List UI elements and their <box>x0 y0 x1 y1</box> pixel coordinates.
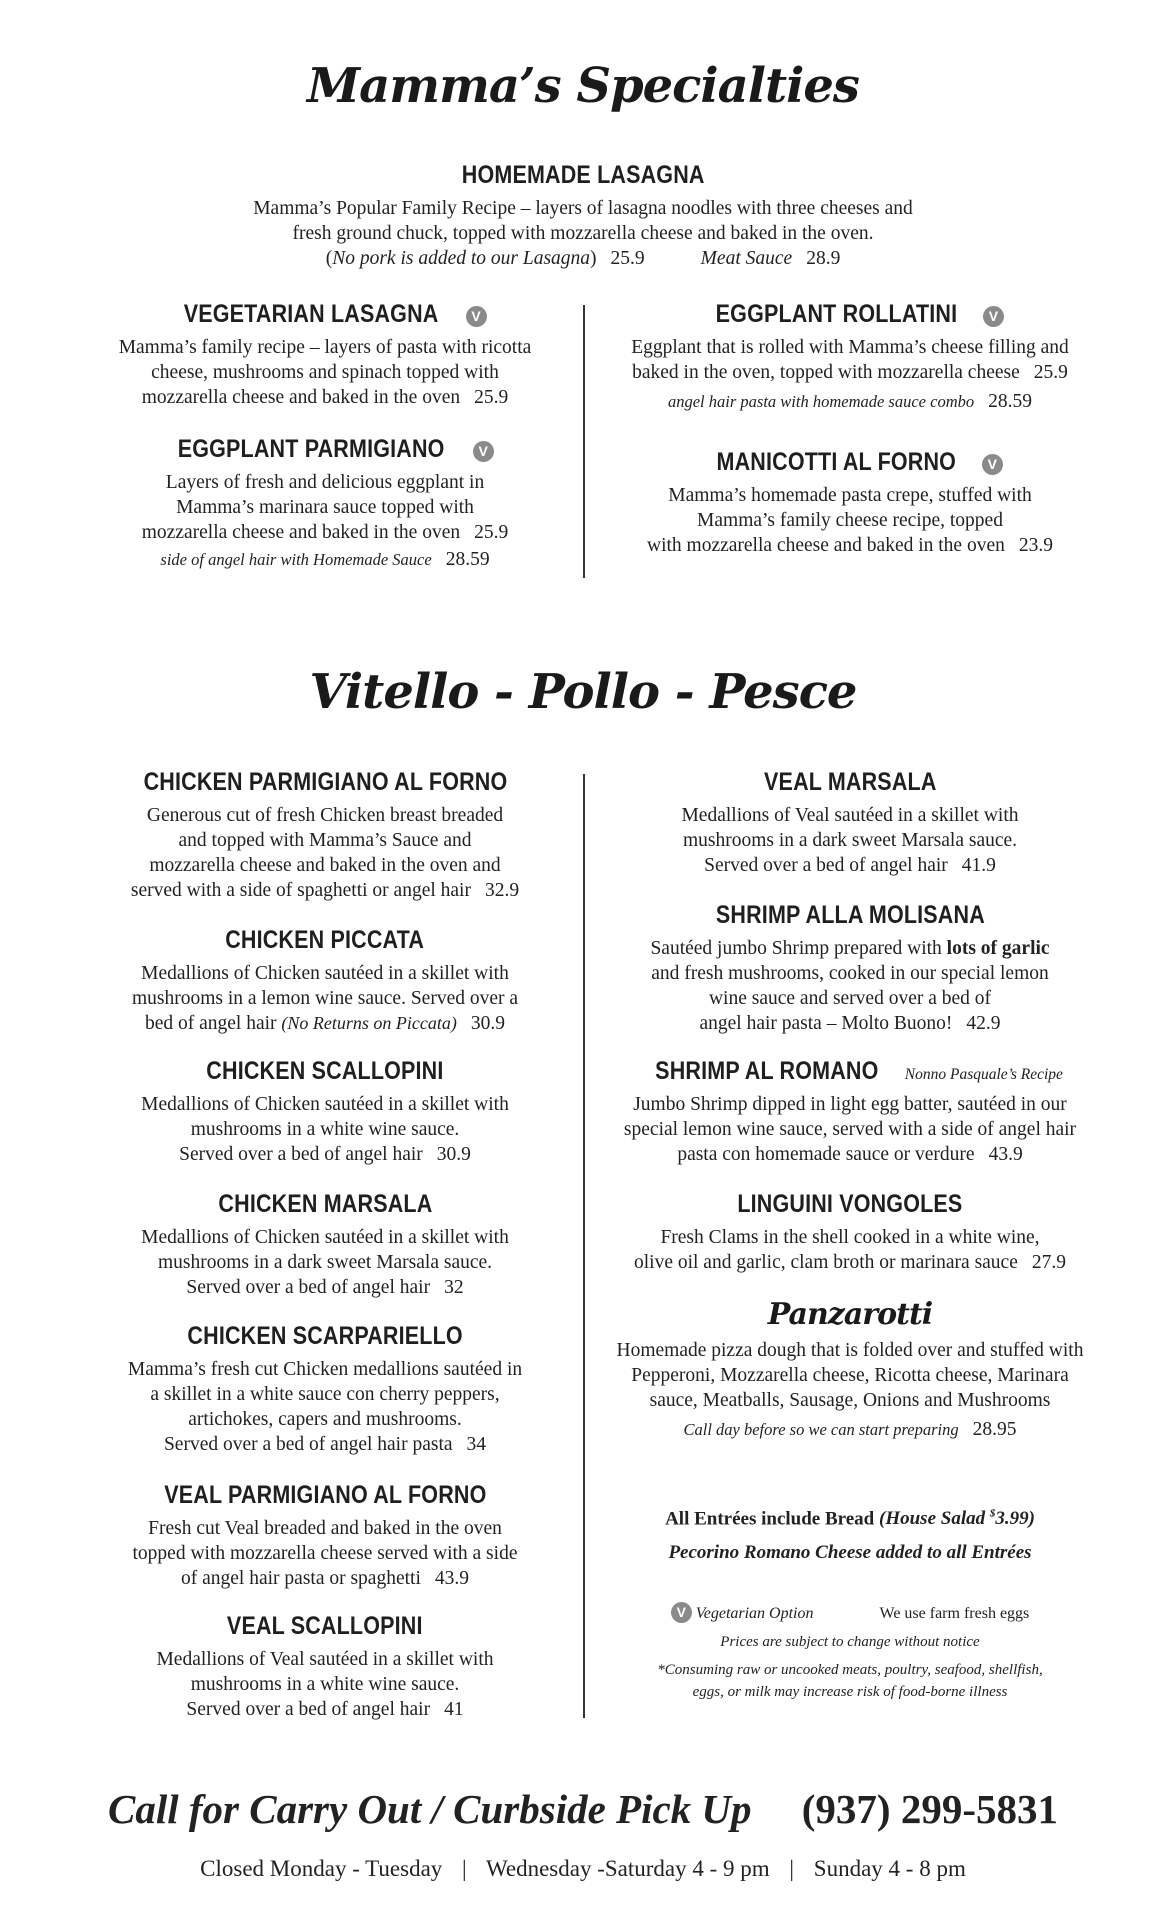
prices-note: Prices are subject to change without notice <box>720 1634 980 1650</box>
dish-description: sauce, Meatballs, Sausage, Onions and Mushrooms <box>649 1390 1051 1411</box>
entrees-bread: All Entrées include Bread (House Salad $3.99) <box>665 1508 1035 1530</box>
dish-description: Eggplant that is rolled with Mamma’s cheese filling and <box>631 337 1069 358</box>
dish-description: cheese, mushrooms and spinach topped with <box>151 362 499 383</box>
entrees-info <box>600 1497 1100 1570</box>
hours-sunday: Sunday 4 - 8 pm <box>813 1856 966 1881</box>
dish-name: CHICKEN MARSALA <box>217 1190 432 1218</box>
menu-item-manicotti-al-forno <box>600 448 1100 558</box>
dish-description: Fresh Clams in the shell cooked in a white wine, <box>660 1227 1040 1248</box>
dish-name: CHICKEN PICCATA <box>225 926 425 954</box>
menu-item-panzarotti <box>600 1297 1100 1442</box>
dish-description: artichokes, capers and mushrooms. <box>188 1409 462 1430</box>
vegetarian-badge-icon: V <box>466 306 487 327</box>
dish-description: Mamma’s marinara sauce topped with <box>176 497 474 518</box>
menu-item-chicken-scarpariello <box>90 1322 560 1457</box>
dish-price: 41 <box>444 1699 464 1720</box>
farm-eggs-label: We use farm fresh eggs <box>879 1605 1030 1622</box>
dish-name: Panzarotti <box>767 1297 933 1332</box>
hours-separator: | <box>789 1856 795 1881</box>
dish-price: 25.9 <box>1033 362 1068 383</box>
dish-name: EGGPLANT ROLLATINI <box>715 300 958 328</box>
dish-description: baked in the oven, topped with mozzarella cheese 25.9 <box>632 362 1068 383</box>
dish-description: served with a side of spaghetti or angel hair 32.9 <box>130 880 520 901</box>
menu-item-eggplant-parmigiano <box>90 435 560 572</box>
dish-description: Served over a bed of angel hair 41.9 <box>704 855 996 876</box>
dish-name: VEAL MARSALA <box>763 768 937 796</box>
dish-description: with mozzarella cheese and baked in the oven 23.9 <box>646 535 1053 556</box>
dish-tag: Nonno Pasquale’s Recipe <box>904 1066 1063 1083</box>
dish-description: olive oil and garlic, clam broth or marinara sauce 27.9 <box>633 1252 1066 1273</box>
dish-name: SHRIMP ALLA MOLISANA <box>715 901 985 929</box>
dish-price: 28.59 <box>445 549 490 570</box>
dish-price: 30.9 <box>436 1144 471 1165</box>
dish-description: Mamma’s Popular Family Recipe – layers of lasagna noodles with three cheeses and <box>253 198 913 219</box>
menu-item-chicken-marsala <box>90 1190 560 1300</box>
dish-description: mozzarella cheese and baked in the oven and <box>149 855 501 876</box>
dish-note: (No Returns on Piccata) <box>281 1013 457 1033</box>
menu-item-chicken-parmigiano-al-forno <box>90 768 560 903</box>
dish-description: angel hair pasta – Molto Buono! 42.9 <box>699 1013 1001 1034</box>
dish-price: 23.9 <box>1018 535 1053 556</box>
dish-price: 28.95 <box>972 1419 1017 1440</box>
hours-closed: Closed Monday - Tuesday <box>200 1856 443 1881</box>
dish-description: topped with mozzarella cheese served with a side <box>132 1543 518 1564</box>
dish-name: VEAL SCALLOPINI <box>227 1612 423 1640</box>
dish-description: mushrooms in a dark sweet Marsala sauce. <box>157 1252 493 1273</box>
dish-price-line: (No pork is added to our Lasagna) 25.9 Meat Sauce 28.9 <box>325 248 841 269</box>
dish-description: Mamma’s family recipe – layers of pasta with ricotta <box>118 337 532 358</box>
dish-description: Medallions of Veal sautéed in a skillet with <box>681 805 1019 826</box>
menu-item-chicken-scallopini <box>90 1057 560 1167</box>
dish-name: EGGPLANT PARMIGIANO <box>178 435 445 463</box>
dish-combo: side of angel hair with Homemade Sauce 28.59 <box>160 549 490 570</box>
hours-wed-sat: Wednesday -Saturday 4 - 9 pm <box>486 1856 770 1881</box>
dish-description: mushrooms in a white wine sauce. <box>190 1119 460 1140</box>
house-salad: (House Salad $3.99) <box>879 1508 1035 1530</box>
dish-price: 25.9 <box>610 248 645 269</box>
menu-item-shrimp-alla-molisana <box>600 901 1100 1036</box>
section-title-specialties: Mamma’s Specialties <box>307 58 859 114</box>
dish-description: a skillet in a white sauce con cherry peppers, <box>150 1384 500 1405</box>
dish-description: mushrooms in a dark sweet Marsala sauce. <box>682 830 1018 851</box>
consumption-warning: *Consuming raw or uncooked meats, poultry, seafood, shellfish, <box>657 1662 1043 1678</box>
dish-price: 28.59 <box>988 391 1032 412</box>
dish-description: Mamma’s homemade pasta crepe, stuffed with <box>668 485 1032 506</box>
dish-price: 25.9 <box>474 387 509 408</box>
dish-name: CHICKEN SCALLOPINI <box>206 1057 444 1085</box>
dish-price: 25.9 <box>474 522 509 543</box>
dish-description: Pepperoni, Mozzarella cheese, Ricotta cheese, Marinara <box>631 1365 1069 1386</box>
dish-description: Medallions of Veal sautéed in a skillet with <box>156 1649 494 1670</box>
vegetarian-badge-icon: V <box>982 454 1003 475</box>
dish-description: mozzarella cheese and baked in the oven 25.9 <box>141 387 509 408</box>
dish-name: HOMEMADE LASAGNA <box>461 161 705 189</box>
phone-number: (937) 299-5831 <box>801 1786 1058 1832</box>
hours-separator: | <box>462 1856 467 1881</box>
consumption-warning: eggs, or milk may increase risk of food-borne illness <box>692 1684 1008 1700</box>
dish-price: 27.9 <box>1031 1252 1066 1273</box>
dish-description: Served over a bed of angel hair 32 <box>186 1277 464 1298</box>
dish-description: mozzarella cheese and baked in the oven 25.9 <box>141 522 509 543</box>
dish-name: CHICKEN PARMIGIANO AL FORNO <box>143 768 507 796</box>
menu-item-homemade-lasagna <box>180 161 986 271</box>
dish-name: MANICOTTI AL FORNO <box>716 448 957 476</box>
dish-description: Homemade pizza dough that is folded over and stuffed with <box>616 1340 1084 1361</box>
dish-price: 32.9 <box>484 880 520 901</box>
dish-description: fresh ground chuck, topped with mozzarella cheese and baked in the oven. <box>292 223 874 244</box>
menu-item-veal-parmigiano-al-forno <box>90 1481 560 1591</box>
entrees-cheese: Pecorino Romano Cheese added to all Entrées <box>668 1542 1032 1564</box>
dish-price: 30.9 <box>470 1013 506 1034</box>
vegetarian-badge-icon: V <box>671 1602 692 1623</box>
dish-description: Jumbo Shrimp dipped in light egg batter, sautéed in our <box>633 1094 1067 1115</box>
dish-description: Medallions of Chicken sautéed in a skillet with <box>141 1227 509 1248</box>
dish-name: LINGUINI VONGOLES <box>737 1190 963 1218</box>
dish-description: pasta con homemade sauce or verdure 43.9 <box>677 1144 1023 1165</box>
dish-name: VEAL PARMIGIANO AL FORNO <box>163 1481 487 1509</box>
dish-description: Mamma’s family cheese recipe, topped <box>697 510 1003 531</box>
dish-description: Served over a bed of angel hair 41 <box>186 1699 464 1720</box>
dish-description: Medallions of Chicken sautéed in a skillet with <box>141 963 509 984</box>
dish-description: and topped with Mamma’s Sauce and <box>178 830 472 851</box>
dish-description: Layers of fresh and delicious eggplant in <box>165 472 485 493</box>
dish-description: Generous cut of fresh Chicken breast breaded <box>146 805 504 826</box>
dish-description: Fresh cut Veal breaded and baked in the oven <box>148 1518 502 1539</box>
menu-item-chicken-piccata <box>90 926 560 1036</box>
dish-price: 28.9 <box>806 248 841 269</box>
dish-description: bed of angel hair (No Returns on Piccata) 30.9 <box>144 1013 506 1034</box>
footer-call <box>0 1785 1166 1833</box>
dish-description: of angel hair pasta or spaghetti 43.9 <box>181 1568 469 1589</box>
dish-price: 43.9 <box>988 1144 1023 1165</box>
dish-description: and fresh mushrooms, cooked in our special lemon <box>651 963 1049 984</box>
dish-combo: angel hair pasta with homemade sauce combo 28.59 <box>667 391 1032 412</box>
dish-note: No pork is added to our Lasagna <box>332 248 591 269</box>
dish-description: mushrooms in a lemon wine sauce. Served over a <box>131 988 519 1009</box>
menu-item-veal-scallopini <box>90 1612 560 1722</box>
vegetarian-badge-icon: V <box>983 306 1004 327</box>
highlight-text: lots of garlic <box>946 938 1050 959</box>
dish-name: SHRIMP AL ROMANO <box>655 1057 879 1085</box>
dish-price: 34 <box>466 1434 487 1455</box>
business-hours <box>0 1856 1166 1882</box>
dish-price: 42.9 <box>966 1013 1001 1034</box>
dish-name: CHICKEN SCARPARIELLO <box>187 1322 463 1350</box>
dish-description: wine sauce and served over a bed of <box>708 988 992 1009</box>
dish-description: Served over a bed of angel hair 30.9 <box>179 1144 471 1165</box>
legend <box>600 1603 1100 1703</box>
menu-item-linguini-vongoles <box>600 1190 1100 1275</box>
dish-description: Mamma’s fresh cut Chicken medallions sautéed in <box>127 1359 523 1380</box>
dish-price: 43.9 <box>434 1568 469 1589</box>
dish-name: VEGETARIAN LASAGNA <box>184 300 439 328</box>
legend-line <box>600 1603 1100 1625</box>
menu-item-veal-marsala <box>600 768 1100 878</box>
dish-price: 32 <box>444 1277 464 1298</box>
vegetarian-option-label: Vegetarian Option <box>695 1605 814 1622</box>
dish-description: Medallions of Chicken sautéed in a skillet with <box>141 1094 509 1115</box>
dish-description: special lemon wine sauce, served with a side of angel hair <box>623 1119 1077 1140</box>
dish-description: Sautéed jumbo Shrimp prepared with lots of garlic <box>650 938 1050 959</box>
dish-price: 41.9 <box>961 855 996 876</box>
dish-description: mushrooms in a white wine sauce. <box>190 1674 460 1695</box>
dish-description: Served over a bed of angel hair pasta 34 <box>163 1434 487 1455</box>
vegetarian-badge-icon: V <box>473 441 494 462</box>
column-divider <box>583 305 585 578</box>
menu-item-eggplant-rollatini <box>600 300 1100 414</box>
menu-item-vegetarian-lasagna <box>90 300 560 410</box>
meat-sauce-label: Meat Sauce <box>700 248 793 269</box>
dish-note: Call day before so we can start preparing 28.95 <box>683 1419 1017 1440</box>
menu-item-shrimp-al-romano <box>600 1057 1100 1167</box>
carry-out-cta: Call for Carry Out / Curbside Pick Up <box>108 1786 752 1832</box>
column-divider <box>583 774 585 1718</box>
section-title-vitello-pollo-pesce: Vitello - Pollo - Pesce <box>309 664 857 720</box>
